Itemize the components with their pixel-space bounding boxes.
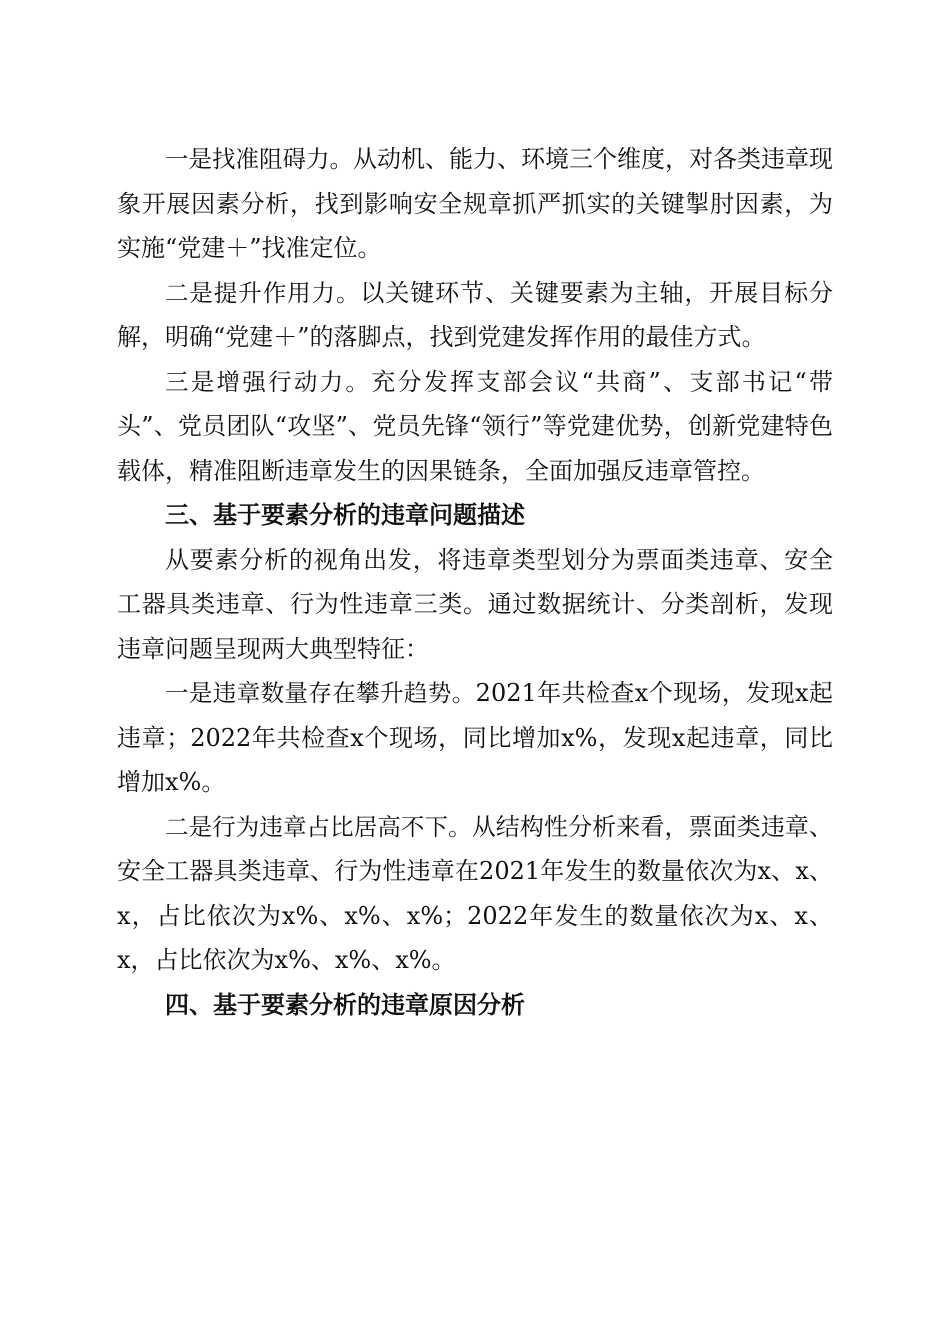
paragraph-lead: 二是行为违章占比居高不下。 xyxy=(165,812,472,841)
paragraph-action-force xyxy=(117,360,833,494)
paragraph-violation-count-trend xyxy=(117,671,833,805)
section-heading-3: 三、基于要素分析的违章问题描述 xyxy=(165,501,525,529)
paragraph-lead: 一是违章数量存在攀升趋势。 xyxy=(165,679,476,707)
document-body xyxy=(117,137,833,1027)
paragraph-effect-force xyxy=(117,271,833,360)
paragraph-text: 从要素分析的视角出发，将违章类型划分为票面类违章、安全工器具类违章、行为性违章三类。通过数据统计、分类剖析，发现违章问题呈现两大典型特征： xyxy=(117,545,833,663)
paragraph-lead: 三是增强行动力。 xyxy=(165,367,372,396)
paragraph-lead: 二是提升作用力。 xyxy=(165,278,361,307)
paragraph-text: 以关键环节、关键要素为主轴，开展目标分解，明确“党建＋”的落脚点，找到党建发挥作用的最佳方式。 xyxy=(117,278,834,351)
paragraph-behavior-violation-ratio xyxy=(117,805,833,983)
paragraph-lead: 一是找准阻碍力。 xyxy=(165,145,353,173)
paragraph-violation-types xyxy=(117,538,833,672)
paragraph-text: 从动机、能力、环境三个维度，对各类违章现象开展因素分析，找到影响安全规章抓严抓实的关键掣肘因素，为实施“党建＋”找准定位。 xyxy=(117,145,833,262)
section-heading-4: 四、基于要素分析的违章原因分析 xyxy=(165,990,525,1019)
paragraph-text: 充分发挥支部会议“共商”、支部书记“带头”、党员团队“攻坚”、党员先锋“领行”等党建优势，创新党建特色载体，精准阻断违章发生的因果链条，全面加强反违章管控。 xyxy=(117,367,834,485)
paragraph-text: 2021年共检查x个现场，发现x起违章；2022年共检查x个现场，同比增加x%，发现x起违章，同比增加x%。 xyxy=(117,679,833,796)
paragraph-text: 从结构性分析来看，票面类违章、安全工器具类违章、行为性违章在2021年发生的数量依次为x、x、x，占比依次为x%、x%、x%；2022年发生的数量依次为x、x、x，占比依次为x%、x%、x%。 xyxy=(117,812,834,974)
paragraph-obstacle-force xyxy=(117,137,833,271)
